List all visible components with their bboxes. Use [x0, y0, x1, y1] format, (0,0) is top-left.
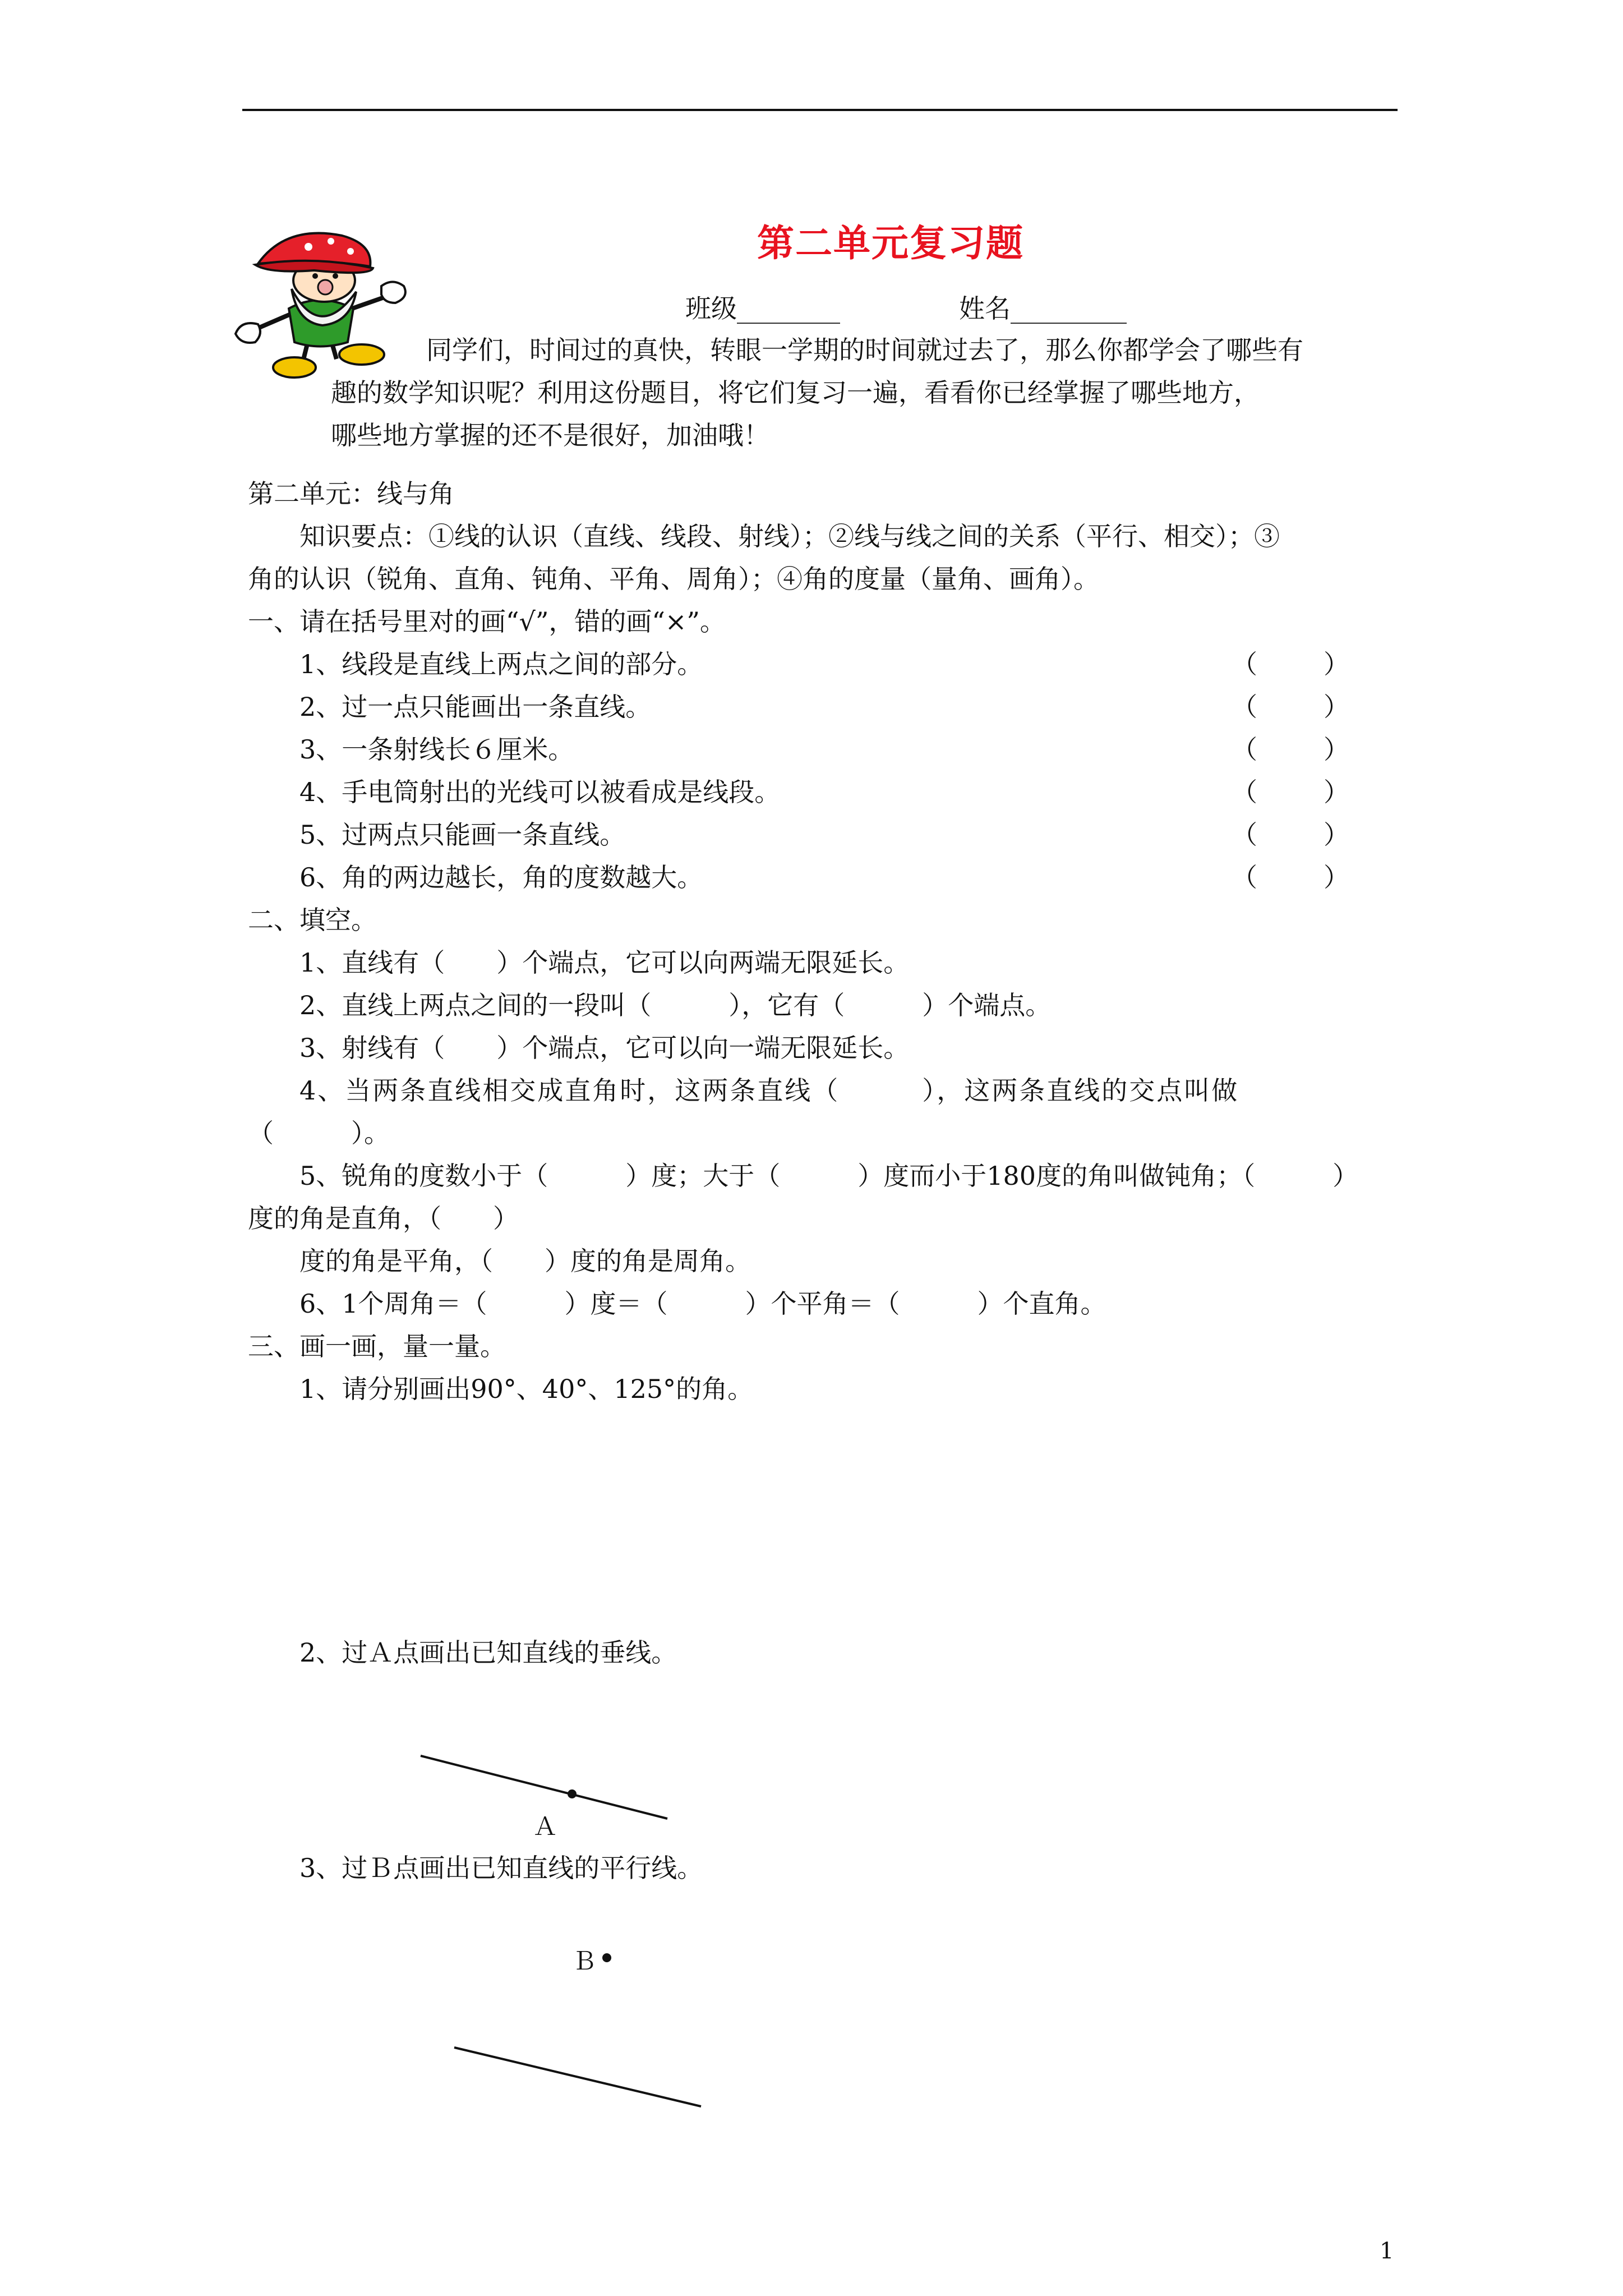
page-title: 第二单元复习题: [757, 221, 1024, 265]
fill-blank-question-3[interactable]: 3、射线有（ ）个端点，它可以向一端无限延长。: [299, 1033, 910, 1063]
drawing-question-3: 3、过Ｂ点画出已知直线的平行线。: [299, 1853, 703, 1883]
class-field[interactable]: 班级________: [685, 293, 840, 324]
fill-blank-question-5-line-2[interactable]: 度的角是直角，（ ）: [248, 1203, 519, 1234]
true-false-item-5: 5、过两点只能画一条直线。: [299, 820, 626, 850]
section-1-heading: 一、请在括号里对的画“√”，错的画“×”。: [248, 606, 726, 637]
cartoon-gnome-illustration: [224, 224, 421, 387]
answer-blank-5[interactable]: （ ）: [1232, 820, 1349, 850]
unit-heading: 第二单元：线与角: [248, 478, 454, 509]
page-number: 1: [1380, 2238, 1394, 2264]
drawing-question-1: 1、请分别画出90°、40°、125°的角。: [299, 1374, 754, 1404]
drawing-question-2: 2、过Ａ点画出已知直线的垂线。: [299, 1637, 677, 1668]
fill-blank-question-1[interactable]: 1、直线有（ ）个端点，它可以向两端无限延长。: [299, 947, 910, 978]
intro-line-3: 哪些地方掌握的还不是很好，加油哦！: [331, 420, 769, 450]
fill-blank-question-2[interactable]: 2、直线上两点之间的一段叫（ ），它有（ ）个端点。: [299, 990, 1052, 1020]
intro-line-2: 趣的数学知识呢？利用这份题目，将它们复习一遍，看看你已经掌握了哪些地方，: [331, 378, 1260, 408]
answer-blank-2[interactable]: （ ）: [1232, 692, 1349, 722]
true-false-item-1: 1、线段是直线上两点之间的部分。: [299, 649, 703, 679]
true-false-item-3: 3、一条射线长６厘米。: [299, 734, 574, 765]
parallel-figure[interactable]: [443, 1935, 712, 2115]
point-a-label: Ａ: [533, 1812, 557, 1841]
given-line-2: [454, 2047, 701, 2106]
answer-blank-3[interactable]: （ ）: [1232, 734, 1349, 765]
true-false-item-4: 4、手电筒射出的光线可以被看成是线段。: [299, 777, 781, 807]
fill-blank-question-6[interactable]: 6、1个周角＝（ ）度＝（ ）个平角＝（ ）个直角。: [299, 1289, 1106, 1319]
section-2-heading: 二、填空。: [248, 905, 377, 935]
point-b-label: Ｂ: [572, 1947, 597, 1976]
fill-blank-question-5-line-1[interactable]: 5、锐角的度数小于（ ）度；大于（ ）度而小于180度的角叫做钝角；（ ）: [299, 1161, 1359, 1191]
answer-blank-1[interactable]: （ ）: [1232, 649, 1349, 679]
point-a-dot: [568, 1789, 577, 1798]
knowledge-points-line-2: 角的认识（锐角、直角、钝角、平角、周角）；④角的度量（量角、画角）。: [248, 564, 1099, 594]
section-3-heading: 三、画一画，量一量。: [248, 1331, 506, 1361]
answer-blank-6[interactable]: （ ）: [1232, 862, 1349, 892]
true-false-item-6: 6、角的两边越长，角的度数越大。: [299, 862, 703, 892]
true-false-item-2: 2、过一点只能画出一条直线。: [299, 692, 652, 722]
top-rule: [242, 109, 1398, 111]
fill-blank-question-4-line-1[interactable]: 4、当两条直线相交成直角时，这两条直线（ ），这两条直线的交点叫做: [299, 1075, 1239, 1106]
name-field[interactable]: 姓名_________: [959, 293, 1127, 324]
answer-blank-4[interactable]: （ ）: [1232, 777, 1349, 807]
knowledge-points-line-1: 知识要点：①线的认识（直线、线段、射线）；②线与线之间的关系（平行、相交）；③: [299, 521, 1280, 551]
fill-blank-question-5-line-3[interactable]: 度的角是平角，（ ）度的角是周角。: [299, 1246, 751, 1276]
point-b-dot: [602, 1953, 611, 1962]
fill-blank-question-4-line-2[interactable]: （ ）。: [248, 1118, 390, 1148]
intro-line-1: 同学们，时间过的真快，转眼一学期的时间就过去了，那么你都学会了哪些有: [426, 335, 1303, 365]
